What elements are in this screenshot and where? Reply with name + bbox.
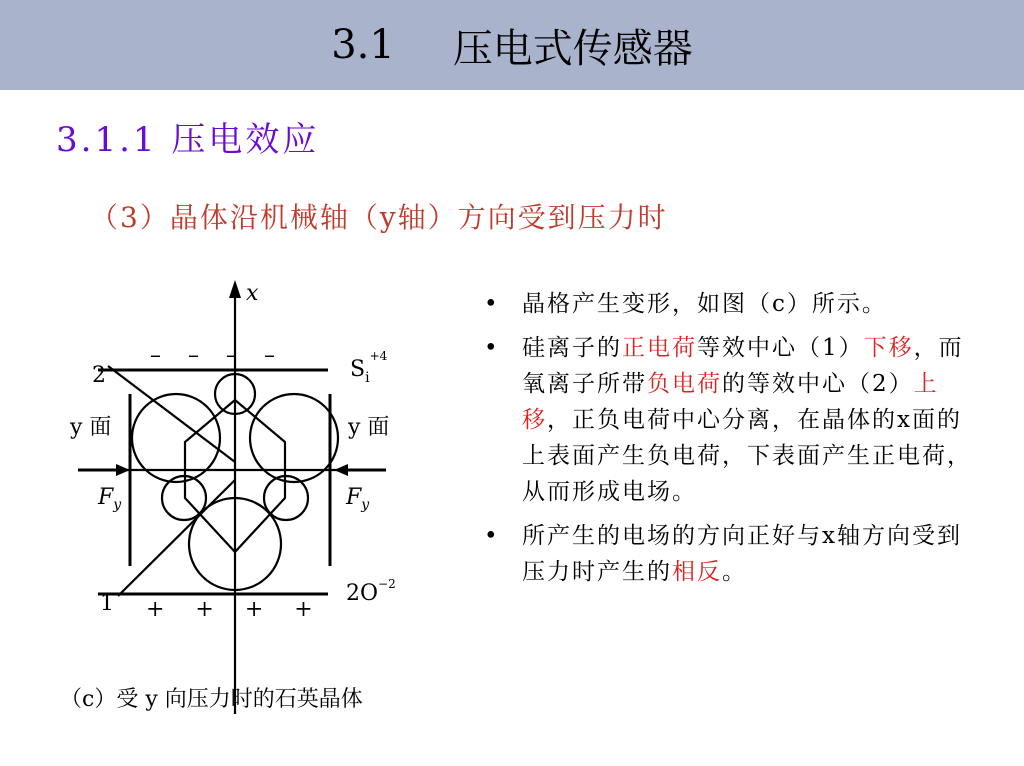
leader-line-1 bbox=[118, 480, 235, 596]
bullet-text: 等效中心（1） bbox=[697, 335, 864, 361]
fy-right-label: $F_y$ bbox=[346, 485, 370, 513]
y-face-right-label: y 面 bbox=[348, 415, 390, 440]
bullet-item bbox=[480, 330, 980, 510]
highlight-text: 相反 bbox=[672, 559, 722, 585]
bullet-item bbox=[480, 286, 980, 322]
bullet-item bbox=[480, 518, 980, 590]
bullet-text: ，而氧离子所带 bbox=[522, 335, 964, 397]
bullet-text: ，正负电荷中心分离，在晶体的x面的上表面产生负电荷，下表面产生正电荷，从而形成电场。 bbox=[522, 407, 972, 505]
top-charges: – – – – bbox=[150, 343, 285, 368]
y-face-left-label: y 面 bbox=[70, 415, 112, 440]
title-number: 3.1 bbox=[331, 22, 395, 68]
leader-line-2 bbox=[108, 366, 235, 462]
x-axis-label: x bbox=[246, 281, 259, 306]
atom-left bbox=[132, 394, 220, 482]
highlight-text: 下移 bbox=[863, 335, 914, 361]
page-title: 压电式传感器 bbox=[452, 25, 693, 72]
bullet-text: 的等效中心（2） bbox=[722, 371, 914, 397]
label-2: 2 bbox=[92, 363, 106, 388]
bullet-text: 。 bbox=[722, 559, 747, 585]
bottom-charges: + + + + bbox=[146, 597, 325, 622]
highlight-text: 上移 bbox=[522, 371, 939, 433]
atom-right bbox=[250, 394, 338, 482]
bullet-text: 所产生的电场的方向正好与x轴方向受到压力时产生的 bbox=[522, 523, 962, 585]
x-axis-arrowhead bbox=[229, 280, 241, 298]
subheading: （3）晶体沿机械轴（y轴）方向受到压力时 bbox=[90, 201, 668, 234]
bullet-list bbox=[480, 286, 980, 598]
title-bar bbox=[0, 0, 1024, 90]
force-arrowhead-right bbox=[334, 464, 348, 476]
quartz-crystal-diagram bbox=[56, 266, 456, 726]
force-arrowhead-left bbox=[116, 464, 130, 476]
bullet-text: 硅离子的 bbox=[522, 335, 622, 361]
highlight-text: 正电荷 bbox=[622, 335, 697, 361]
label-1: 1 bbox=[100, 591, 114, 616]
o-label: $2O^{-2}$ bbox=[346, 577, 396, 606]
section-heading: 3.1.1 压电效应 bbox=[56, 120, 320, 160]
highlight-text: 负电荷 bbox=[647, 371, 722, 397]
fy-left-label: $F_y$ bbox=[98, 485, 122, 513]
figure-caption: （c）受 y 向压力时的石英晶体 bbox=[60, 687, 363, 712]
si-label: $S_i^{+4}$ bbox=[350, 349, 388, 386]
bullet-text: 晶格产生变形，如图（c）所示。 bbox=[522, 291, 887, 317]
